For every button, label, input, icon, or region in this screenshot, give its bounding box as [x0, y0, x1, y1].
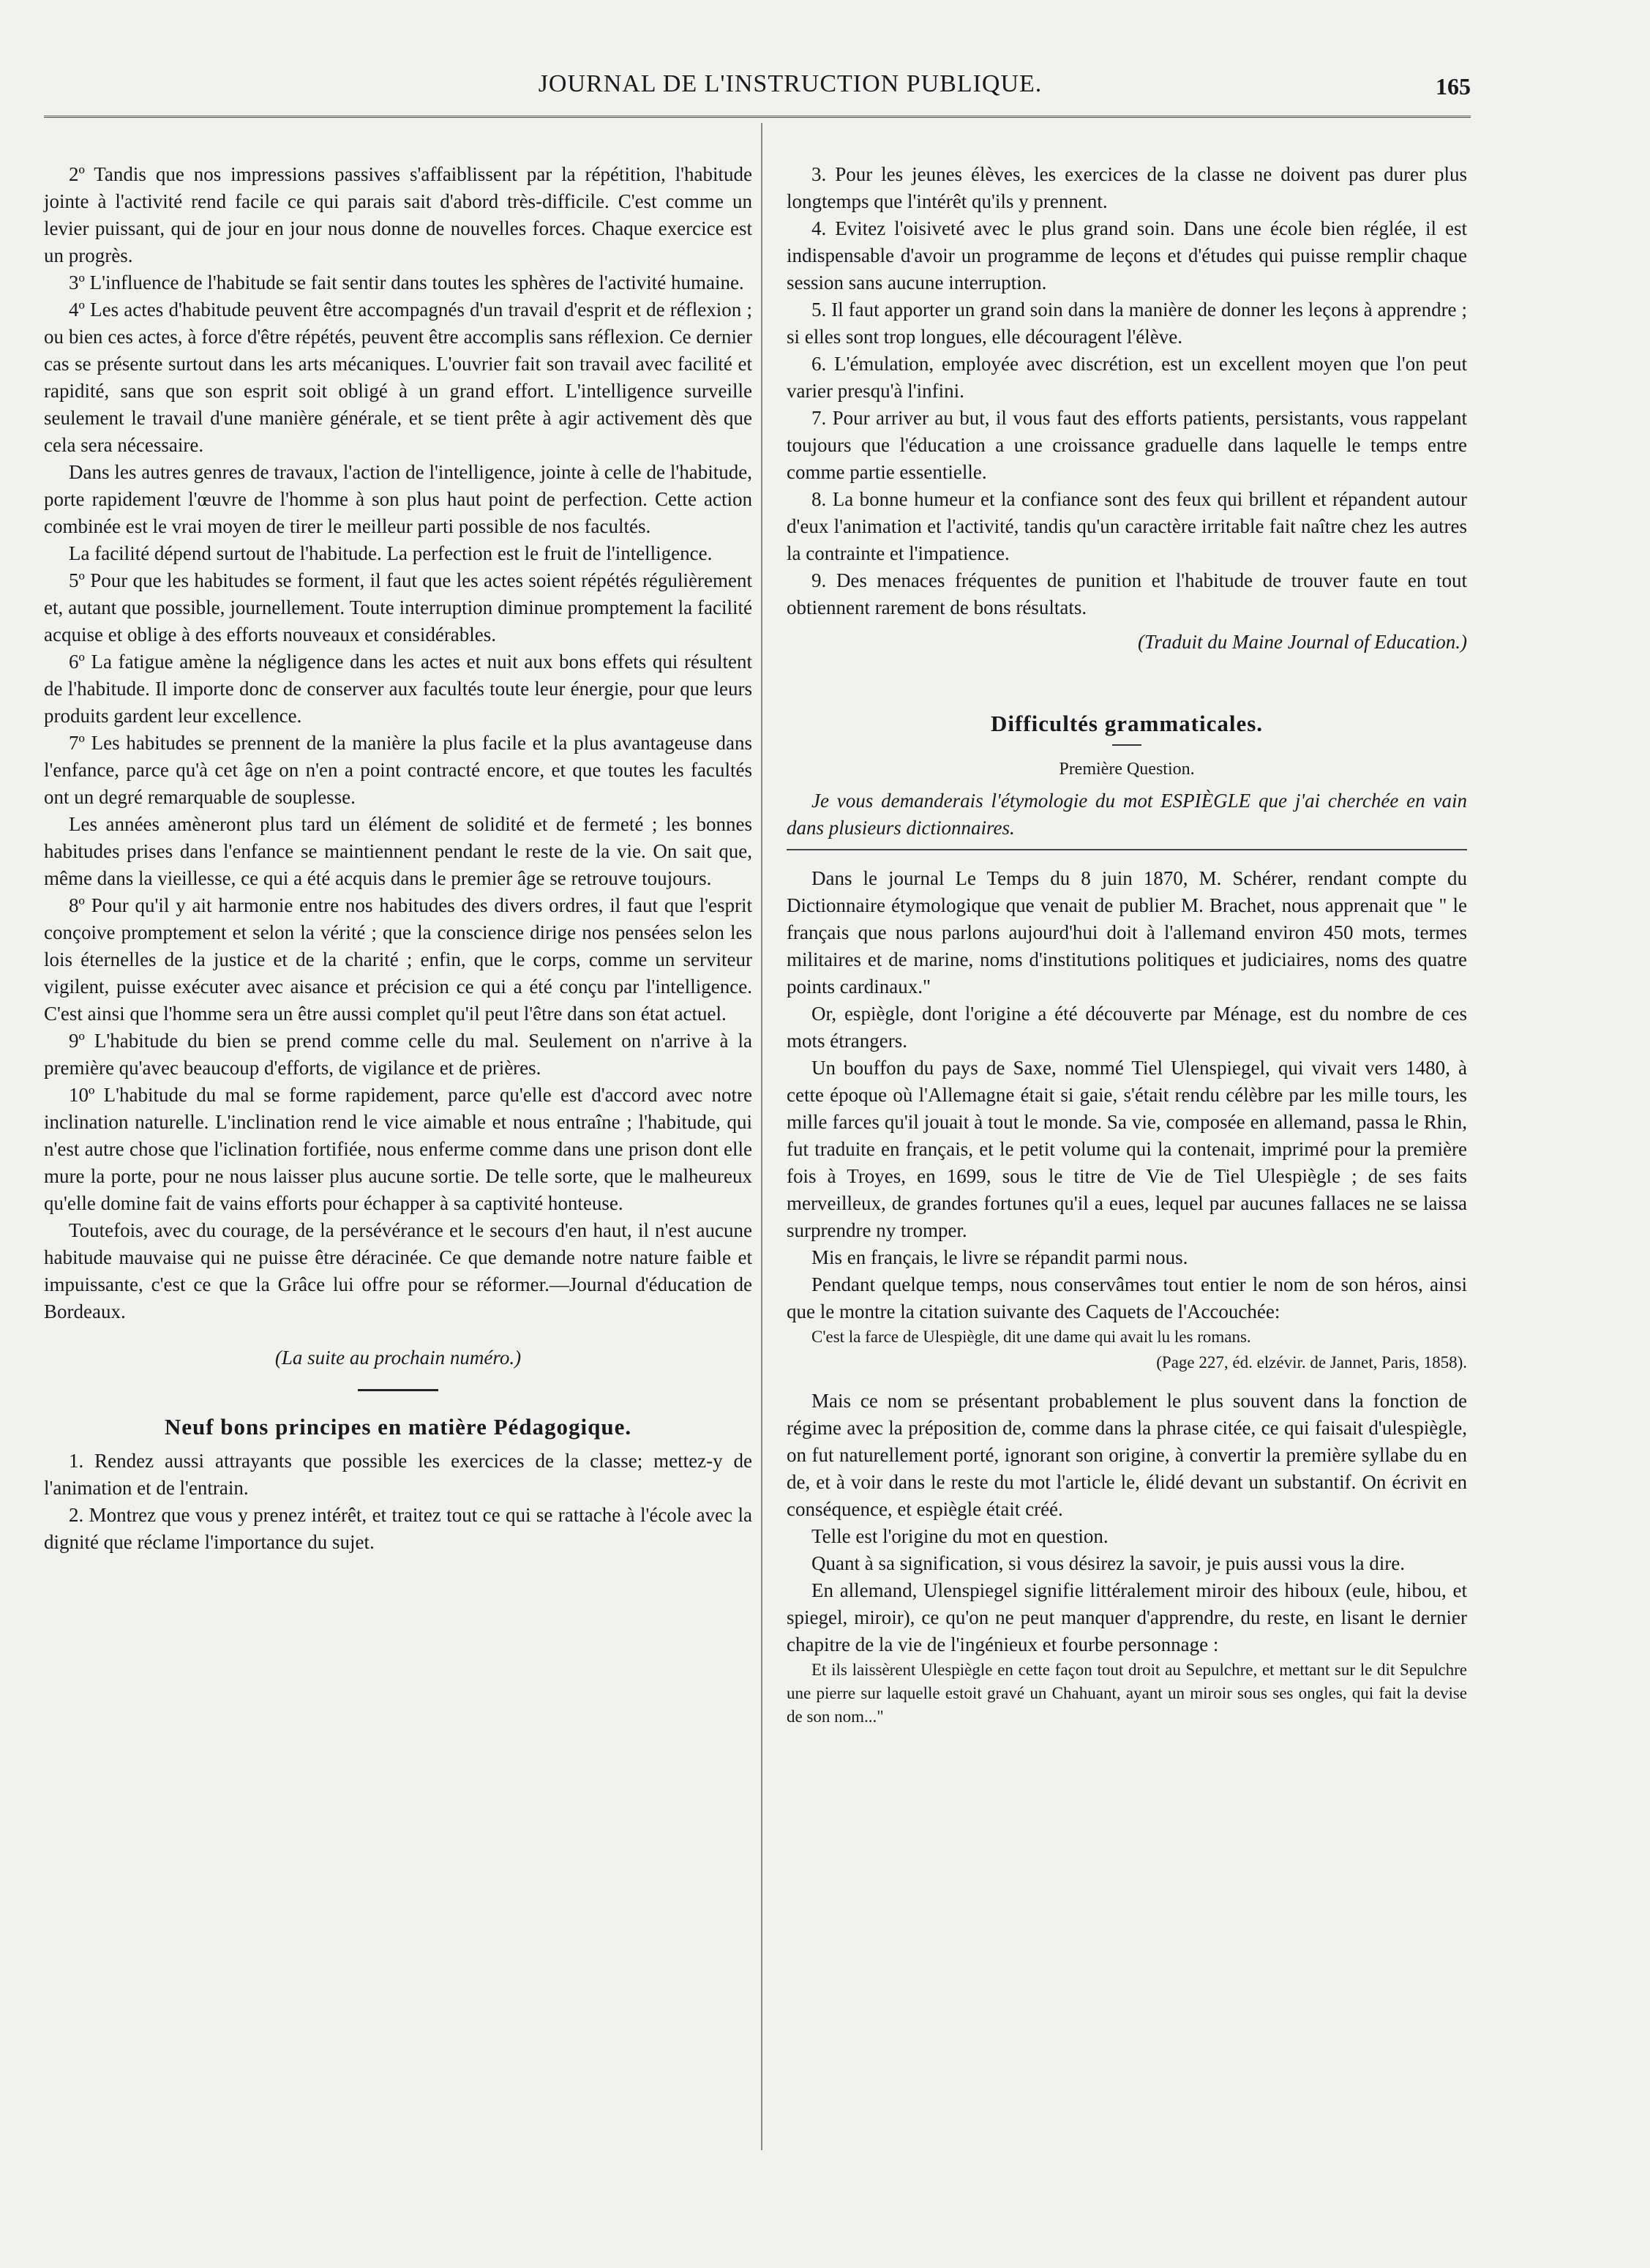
page-number: 165	[1436, 73, 1471, 100]
paragraph: 10º L'habitude du mal se forme rapidement, parce qu'elle est d'accord avec notre inclination naturelle. L'inclination rend le vice aimable et nous entraîne ; l'habitude, qui n'est autre chose que l'iclination fortifiée, nous enferme comme dans une prison dont elle mure la porte, pour ne nous laisser plus aucune sortie. De telle sorte, que le malheureux qu'elle domine fait de vains efforts pour échapper à sa captivité honteuse.	[44, 1084, 752, 1214]
continuation-note: (La suite au prochain numéro.)	[274, 1347, 522, 1369]
question-text: Je vous demanderais l'étymologie du mot ESPIÈGLE que j'ai cherchée en vain dans plusieurs dictionnaires.	[787, 790, 1467, 839]
right-column	[787, 161, 1467, 1729]
paragraph: Quant à sa signification, si vous désirez la savoir, je puis aussi vous la dire.	[811, 1552, 1406, 1574]
paragraph: Pendant quelque temps, nous conservâmes tout entier le nom de son héros, ainsi que le montre la citation suivante des Caquets de l'Accouchée:	[787, 1273, 1467, 1322]
paragraph: 3. Pour les jeunes élèves, les exercices de la classe ne doivent pas durer plus longtemps que l'intérêt qu'ils y prennent.	[787, 163, 1467, 212]
paragraph: 8º Pour qu'il y ait harmonie entre nos habitudes des divers ordres, il faut que l'esprit conçoive promptement et selon la vérité ; que la conscience dirige nos pensées selon les lois éternelles de la justice et de la charité ; enfin, que le corps, comme un serviteur vigilent, puisse exécuter avec aisance et précision ce qui a été conçu par l'intelligence. C'est ainsi que l'homme sera un être aussi complet qu'il peut l'être dans son état actuel.	[44, 894, 752, 1025]
final-quotation: Et ils laissèrent Ulespiègle en cette façon tout droit au Sepulchre, et mettant sur le dit Sepulchre une pierre sur laquelle estoit gravé un Chahuant, ayant un miroir sous ses ongles, qui fait la devise de son nom..."	[787, 1661, 1467, 1726]
column-divider	[761, 123, 762, 2150]
paragraph: Telle est l'origine du mot en question.	[811, 1525, 1109, 1547]
paragraph: Toutefois, avec du courage, de la persévérance et le secours d'en haut, il n'est aucune habitude mauvaise qui ne puisse être déracinée. Ce que demande notre nature faible et impuissante, c'est ce que la Grâce lui offre pour se réformer.—Journal d'éducation de Bordeaux.	[44, 1219, 752, 1322]
paragraph: 8. La bonne humeur et la confiance sont des feux qui brillent et répandent autour d'eux l'animation et l'activité, tandis qu'un caractère irritable fait naître chez les autres la contrainte et l'impatience.	[787, 488, 1467, 564]
paragraph: Dans les autres genres de travaux, l'action de l'intelligence, jointe à celle de l'habitude, porte rapidement l'œuvre de l'homme à son plus haut point de perfection. Cette action combinée est le vrai moyen de tirer le meilleur parti possible de nos facultés.	[44, 461, 752, 537]
quotation-reference: (Page 227, éd. elzévir. de Jannet, Paris, 1858).	[1156, 1353, 1467, 1371]
paragraph: 7. Pour arriver au but, il vous faut des efforts patients, persistants, vous rappelant toujours que l'éducation a une croissance graduelle dans laquelle le temps entre comme partie essentielle.	[787, 407, 1467, 483]
paragraph: Mis en français, le livre se répandit parmi nous.	[811, 1246, 1188, 1268]
paragraph: La facilité dépend surtout de l'habitude. La perfection est le fruit de l'intelligence.	[69, 542, 713, 564]
section-separator	[358, 1389, 438, 1391]
attribution: (Traduit du Maine Journal of Education.)	[1138, 631, 1467, 653]
section-title-principles: Neuf bons principes en matière Pédagogique.	[164, 1414, 632, 1440]
page-header	[44, 70, 1471, 111]
paragraph: En allemand, Ulenspiegel signifie littéralement miroir des hiboux (eule, hibou, et spiegel, miroir), ce qu'on ne peut manquer d'apprendre, du reste, en lisant le dernier chapitre de la vie de l'ingénieux et fourbe personnage :	[787, 1579, 1467, 1655]
paragraph: 9º L'habitude du bien se prend comme celle du mal. Seulement on n'arrive à la première qu'avec beaucoup d'efforts, de vigilance et de prières.	[44, 1030, 752, 1079]
title-rule	[1112, 744, 1141, 746]
paragraph: 2. Montrez que vous y prenez intérêt, et traitez tout ce qui se rattache à l'école avec la dignité que réclame l'importance du sujet.	[44, 1504, 752, 1553]
question-rule	[787, 849, 1467, 850]
paragraph: 4º Les actes d'habitude peuvent être accompagnés d'un travail d'esprit et de réflexion ; ou bien ces actes, à force d'être répétés, peuvent être accomplis sans réflexion. Ce dernier cas se présente surtout dans les arts mécaniques. L'ouvrier fait son travail avec facilité et rapidité, sans que son esprit soit obligé à un grand effort. L'intelligence surveille seulement le travail d'une manière générale, et se tient prête à agir activement dès que cela sera nécessaire.	[44, 299, 752, 456]
paragraph: 6. L'émulation, employée avec discrétion, est un excellent moyen que l'on peut varier presqu'à l'infini.	[787, 353, 1467, 402]
paragraph: 2º Tandis que nos impressions passives s'affaiblissent par la répétition, l'habitude jointe à l'activité rend facile ce qui parais sait d'abord très-difficile. C'est comme un levier puissant, qui de jour en jour nous donne de nouvelles forces. Chaque exercice est un progrès.	[44, 163, 752, 266]
spacer	[787, 656, 1467, 688]
paragraph: Or, espiègle, dont l'origine a été découverte par Ménage, est du nombre de ces mots étrangers.	[787, 1003, 1467, 1052]
paragraph: 4. Evitez l'oisiveté avec le plus grand soin. Dans une école bien réglée, il est indispensable d'avoir un programme de leçons et d'études qui puisse remplir chaque session sans aucune interruption.	[787, 217, 1467, 293]
journal-title: JOURNAL DE L'INSTRUCTION PUBLIQUE.	[538, 70, 1043, 97]
paragraph: Dans le journal Le Temps du 8 juin 1870, M. Schérer, rendant compte du Dictionnaire étymologique que venait de publier M. Brachet, nous apprenait que " le français que nous parlons aujourd'hui doit à l'allemand environ 450 mots, termes militaires et de marine, noms d'institutions politiques et judiciaires, noms des quatre points cardinaux."	[787, 867, 1467, 998]
paragraph: Un bouffon du pays de Saxe, nommé Tiel Ulenspiegel, qui vivait vers 1480, à cette époque où l'Allemagne était si gaie, s'était rendu célèbre par les mille tours, les mille farces qu'il jouait à tout le monde. Sa vie, composée en allemand, passa le Rhin, fut traduite en français, et le petit volume qui la contenait, imprimé pour la première fois à Troyes, en 1699, sous le titre de Vie de Tiel Ulespiègle ; de ses faits merveilleux, de grandes fortunes qu'il a eues, lequel par aucunes fallaces ne se laissa surprendre ny tromper.	[787, 1057, 1467, 1241]
paragraph: 1. Rendez aussi attrayants que possible les exercices de la classe; mettez-y de l'animation et de l'entrain.	[44, 1450, 752, 1499]
paragraph: 5º Pour que les habitudes se forment, il faut que les actes soient répétés régulièrement et, autant que possible, journellement. Toute interruption diminue promptement la facilité acquise et oblige à des efforts nouveaux et considérables.	[44, 569, 752, 645]
header-rule	[44, 116, 1471, 118]
paragraph: 6º La fatigue amène la négligence dans les actes et nuit aux bons effets qui résultent de l'habitude. Il importe donc de conserver aux facultés toute leur énergie, pour que leurs produits gardent leur excellence.	[44, 651, 752, 727]
paragraph: 3º L'influence de l'habitude se fait sentir dans toutes les sphères de l'activité humaine.	[69, 272, 744, 293]
quotation: C'est la farce de Ulespiègle, dit une dame qui avait lu les romans.	[811, 1328, 1251, 1346]
question-heading: Première Question.	[1059, 760, 1195, 779]
paragraph: Les années amèneront plus tard un élément de solidité et de fermeté ; les bonnes habitudes prises dans l'enfance se maintiennent pendant le reste de la vie. On sait que, même dans la vieillesse, ce qui a été acquis dans le premier âge se retrouve toujours.	[44, 813, 752, 889]
paragraph: 9. Des menaces fréquentes de punition et l'habitude de trouver faute en tout obtiennent rarement de bons résultats.	[787, 569, 1467, 618]
paragraph: Mais ce nom se présentant probablement le plus souvent dans la fonction de régime avec la préposition de, comme dans la phrase citée, ce qui faisait d'ulespiègle, on fut naturellement porté, ignorant son origine, à convertir la première syllabe du en de, et à voir dans le reste du mot l'article le, élidé devant un substantif. On écrivit en conséquence, et espiègle était créé.	[787, 1390, 1467, 1520]
paragraph: 5. Il faut apporter un grand soin dans la manière de donner les leçons à apprendre ; si elles sont trop longues, elle découragent l'élève.	[787, 299, 1467, 348]
section-title-grammar: Difficultés grammaticales.	[990, 711, 1264, 736]
left-column	[44, 161, 752, 1556]
paragraph: 7º Les habitudes se prennent de la manière la plus facile et la plus avantageuse dans l'enfance, parce qu'à cet âge on n'en a point contracté encore, et que toutes les facultés ont un degré remarquable de souplesse.	[44, 732, 752, 808]
